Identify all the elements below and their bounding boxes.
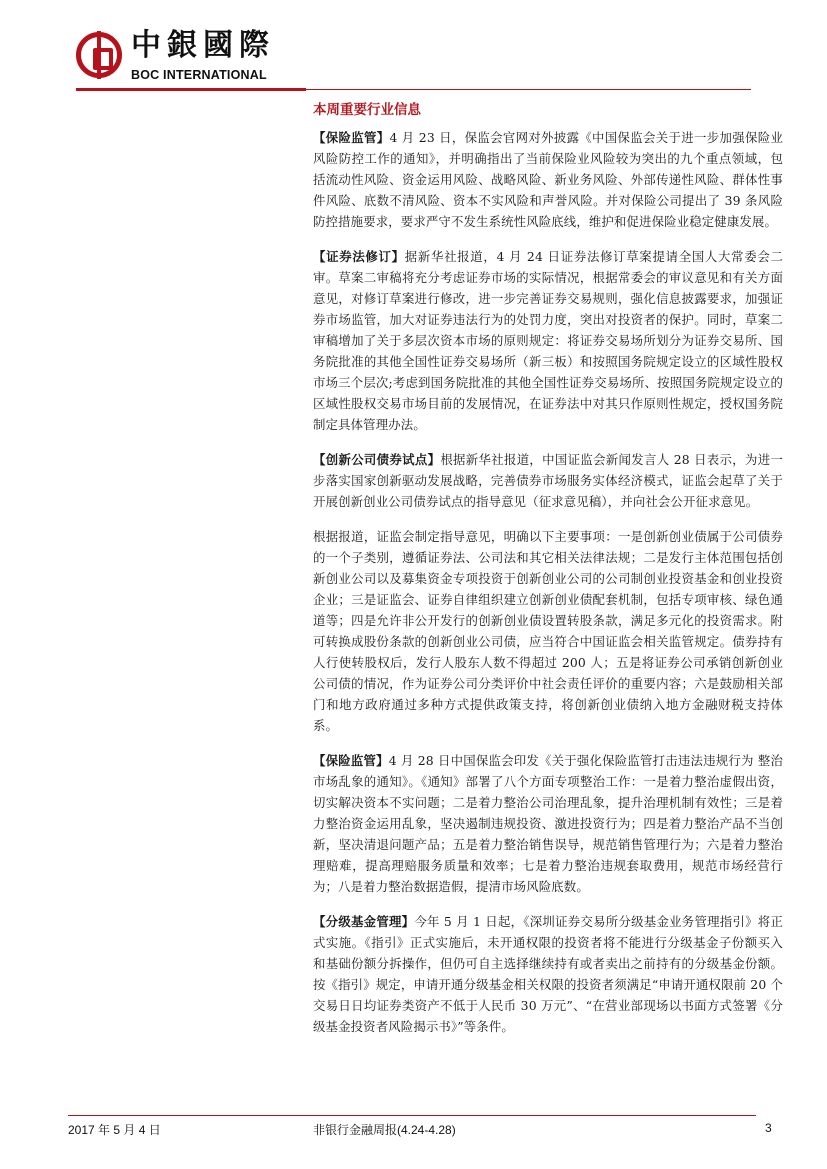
header xyxy=(76,28,316,88)
paragraph xyxy=(313,526,783,736)
paragraph-tag: 【保险监管】 xyxy=(313,753,389,768)
boc-logo-icon xyxy=(76,32,122,78)
article-body xyxy=(313,127,783,1051)
paragraph xyxy=(313,127,783,232)
paragraph xyxy=(313,246,783,435)
logo-chinese-name: 中銀國際 xyxy=(131,28,275,63)
paragraph xyxy=(313,449,783,512)
paragraph-text: 4 月 23 日，保监会官网对外披露《中国保监会关于进一步加强保险业风险防控工作的通知》，并明确指出了当前保险业风险较为突出的九个重点领域，包括流动性风险、资金运用风险、战略风险、新业务风险、外部传递性风险、群体性事件风险、底数不清风险、资本不实风险和声誉风险。并对保险公司提出了 39 条风险防控措施要求，要求严守不发生系统性风险底线，维护和促进保险业稳定健康发展。 xyxy=(313,130,783,229)
paragraph-tag: 【保险监管】 xyxy=(313,130,390,145)
paragraph-tag: 【创新公司债券试点】 xyxy=(313,452,441,467)
footer-date: 2017 年 5 月 4 日 xyxy=(68,1123,161,1137)
paragraph-tag: 【证券法修订】 xyxy=(313,249,405,264)
paragraph-text: 根据新华社报道，中国证监会新闻发言人 28 日表示，为进一步落实国家创新驱动发展战略，完善债券市场服务实体经济模式，证监会起草了关于开展创新创业公司债券试点的指导意见（征求意见稿），并向社会公开征求意见。 xyxy=(313,452,784,509)
paragraph xyxy=(313,750,783,897)
paragraph-text: 根据报道，证监会制定指导意见，明确以下主要事项：一是创新创业债属于公司债券的一个子类别，遵循证券法、公司法和其它相关法律法规；二是发行主体范围包括创新创业公司以及募集资金专项投资于创新创业公司的公司制创业投资基金和创业投资企业；三是证监会、证券自律组织建立创新创业债配套机制，包括专项审核、绿色通道等；四是允许非公开发行的创新创业债设置转股条款，满足多元化的投资需求。附可转换成股份条款的创新创业公司债，应当符合中国证监会相关监管规定。债券持有人行使转股权后，发行人股东人数不得超过 200 人；五是将证券公司承销创新创业公司债的情况，作为证券公司分类评价中社会责任评价的重要内容；六是鼓励相关部门和地方政府通过多种方式提供政策支持，将创新创业债纳入地方金融财税支持体系。 xyxy=(313,529,783,733)
logo-english-name: BOC INTERNATIONAL xyxy=(131,68,267,82)
paragraph-text: 据新华社报道，4 月 24 日证券法修订草案提请全国人大常委会二审。草案二审稿将充分考虑证券市场的实际情况，根据常委会的审议意见和有关方面意见，对修订草案进行修改，进一步完善证券交易规则，强化信息披露要求，加强证券市场监管，加大对证券违法行为的处罚力度，突出对投资者的保护。同时，草案二审稿增加了关于多层次资本市场的原则规定：将证券交易场所划分为证券交易所、国务院批准的其他全国性证券交易场所（新三板）和按照国务院规定设立的区域性股权市场三个层次;考虑到国务院批准的其他全国性证券交易场所、按照国务院规定设立的区域性股权交易市场目前的发展情况，在证券法中对其只作原则性规定，授权国务院制定具体管理办法。 xyxy=(313,249,783,432)
paragraph xyxy=(313,911,783,1037)
paragraph-tag: 【分级基金管理】 xyxy=(313,914,415,929)
footer-report-title: 非银行金融周报(4.24-4.28) xyxy=(313,1123,456,1137)
paragraph-text: 4 月 28 日中国保监会印发《关于强化保险监管打击违法违规行为 整治市场乱象的通知》。《通知》部署了八个方面专项整治工作：一是着力整治虚假出资，切实解决资本不实问题；二是着力整治公司治理乱象，提升治理机制有效性；三是着力整治资金运用乱象，坚决遏制违规投资、激进投资行为；四是着力整治产品不当创新，坚决清退问题产品；五是着力整治销售误导，规范销售管理行为；六是着力整治理赔难，提高理赔服务质量和效率；七是着力整治违规套取费用，规范市场经营行为；八是着力整治数据造假，提清市场风险底数。 xyxy=(313,753,784,894)
paragraph-text: 今年 5 月 1 日起，《深圳证券交易所分级基金业务管理指引》将正式实施。《指引》正式实施后，未开通权限的投资者将不能进行分级基金子份额买入和基础份额分拆操作，但仍可自主选择继续持有或者卖出之前持有的分级基金份额。按《指引》规定，申请开通分级基金相关权限的投资者须满足“申请开通权限前 20 个交易日日均证券类资产不低于人民币 30 万元”、“在营业部现场以书面方式签署《分级基金投资者风险揭示书》”等条件。 xyxy=(313,914,784,1034)
page-number: 3 xyxy=(765,1121,772,1135)
footer-divider xyxy=(68,1115,756,1116)
section-title: 本周重要行业信息 xyxy=(313,102,421,118)
